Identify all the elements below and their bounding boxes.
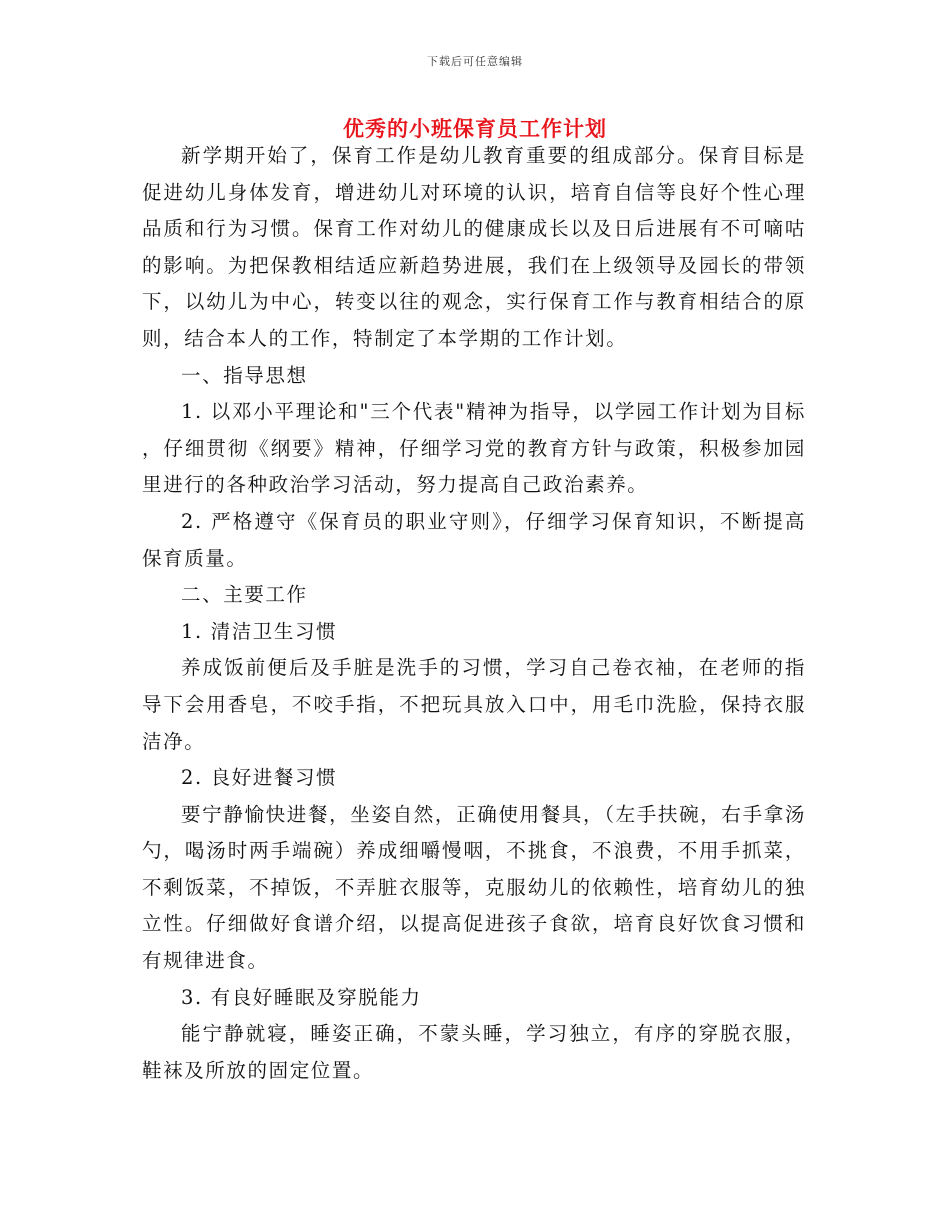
paragraph: 能宁静就寝，睡姿正确，不蒙头睡，学习独立，有序的穿脱衣服，鞋袜及所放的固定位置。	[142, 1022, 806, 1082]
paragraph: 养成饭前便后及手脏是洗手的习惯，学习自己卷衣袖，在老师的指导下会用香皂，不咬手指，不把玩具放入口中，用毛巾洗脸，保持衣服洁净。	[142, 656, 806, 753]
subheading-sleep-dressing: 3. 有良好睡眠及穿脱能力	[181, 985, 422, 1009]
intro-paragraph: 新学期开始了，保育工作是幼儿教育重要的组成部分。保育目标是促进幼儿身体发育，增进幼儿对环境的认识，培育自信等良好个性心理品质和行为习惯。保育工作对幼儿的健康成长以及日后进展有不可嘀咕的影响。为把保教相结适应新趋势进展，我们在上级领导及园长的带领下，以幼儿为中心，转变以往的观念，实行保育工作与教育相结合的原则，结合本人的工作，特制定了本学期的工作计划。	[142, 144, 806, 350]
section-heading-guiding-ideology: 一、指导思想	[181, 363, 308, 387]
paragraph: 2. 严格遵守《保育员的职业守则》，仔细学习保育知识，不断提高保育质量。	[142, 509, 806, 570]
document-title: 优秀的小班保育员工作计划	[343, 117, 607, 141]
subheading-hygiene-habits: 1. 清洁卫生习惯	[181, 619, 338, 643]
paragraph: 要宁静愉快进餐，坐姿自然，正确使用餐具，（左手扶碗，右手拿汤勺，喝汤时两手端碗）养成细嚼慢咽，不挑食，不浪费，不用手抓菜，不剩饭菜，不掉饭，不弄脏衣服等，克服幼儿的依赖性，培育幼儿的独立性。仔细做好食谱介绍，以提高促进孩子食欲，培育良好饮食习惯和有规律进食。	[142, 802, 806, 973]
document-body	[142, 138, 806, 1089]
paragraph: 1. 以邓小平理论和"三个代表"精神为指导，以学园工作计划为目标，仔细贯彻《纲要》精神，仔细学习党的教育方针与政策，积极参加园里进行的各种政治学习活动，努力提高自己政治素养。	[142, 400, 806, 497]
section-heading-main-work: 二、主要工作	[181, 583, 308, 607]
download-note: 下载后可任意编辑	[427, 55, 523, 68]
subheading-eating-habits: 2. 良好进餐习惯	[181, 766, 338, 790]
